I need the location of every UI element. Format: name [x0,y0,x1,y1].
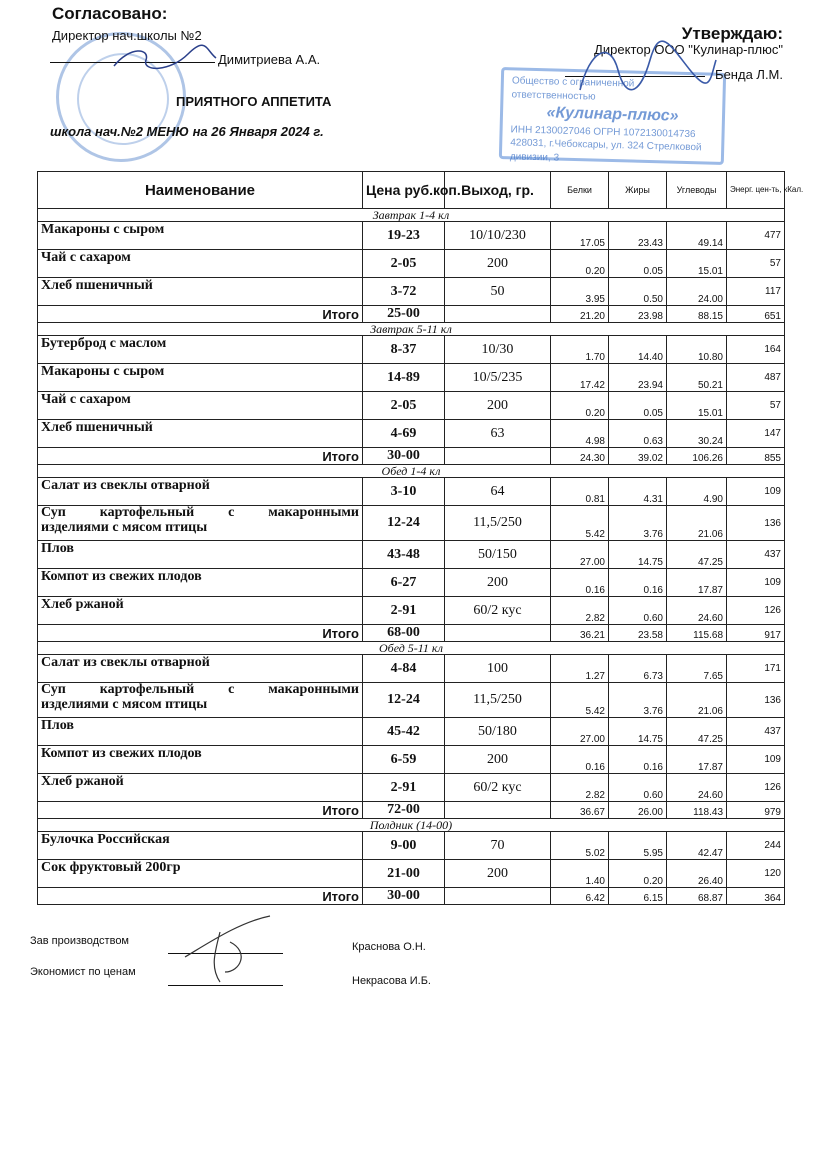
total-price: 25-00 [363,306,445,323]
dish-carbs: 24.00 [667,278,727,306]
dish-fat: 23.43 [609,222,667,250]
dish-name: Плов [38,541,363,569]
total-label: Итого [38,888,363,905]
dish-protein: 0.16 [551,746,609,774]
dish-fat: 0.16 [609,746,667,774]
stamp-line-4: 428031, г.Чебоксары, ул. 324 Стрелковой дивизии, 3 [509,137,702,164]
dish-fat: 14.40 [609,336,667,364]
total-row [38,802,785,819]
table-row [38,250,785,278]
dish-protein: 1.27 [551,655,609,683]
dish-output: 60/2 кус [445,774,551,802]
total-price: 68-00 [363,625,445,642]
economist-name: Некрасова И.Б. [352,975,431,987]
dish-fat: 23.94 [609,364,667,392]
table-row [38,392,785,420]
dish-name: Макароны с сыром [38,222,363,250]
dish-protein: 17.05 [551,222,609,250]
total-carbs: 106.26 [667,448,727,465]
stamp-line-3: ИНН 2130027046 ОГРН 1072130014736 [510,123,696,140]
confirm-name: Бенда Л.М. [715,67,783,82]
dish-fat: 0.60 [609,597,667,625]
dish-protein: 0.20 [551,250,609,278]
dish-energy: 244 [727,832,785,860]
dish-fat: 3.76 [609,506,667,541]
dish-output: 10/5/235 [445,364,551,392]
dish-output: 10/10/230 [445,222,551,250]
dish-protein: 5.42 [551,683,609,718]
dish-fat: 6.73 [609,655,667,683]
dish-energy: 437 [727,541,785,569]
total-fat: 39.02 [609,448,667,465]
dish-name: Хлеб ржаной [38,774,363,802]
dish-energy: 57 [727,392,785,420]
dish-carbs: 47.25 [667,718,727,746]
total-output-empty [445,306,551,323]
menu-table [37,171,804,905]
section-row [38,209,785,222]
section-title: Обед 5-11 кл [38,642,785,655]
dish-fat: 0.50 [609,278,667,306]
dish-protein: 2.82 [551,774,609,802]
section-title: Завтрак 5-11 кл [38,323,785,336]
dish-output: 50 [445,278,551,306]
total-output-empty [445,888,551,905]
table-row [38,655,785,683]
total-fat: 23.58 [609,625,667,642]
dish-output: 200 [445,250,551,278]
dish-protein: 0.81 [551,478,609,506]
total-label: Итого [38,448,363,465]
dish-price: 12-24 [363,683,445,718]
section-title: Обед 1-4 кл [38,465,785,478]
dish-carbs: 26.40 [667,860,727,888]
dish-name [38,506,363,541]
dish-price: 4-69 [363,420,445,448]
table-row [38,718,785,746]
dish-fat: 14.75 [609,541,667,569]
dish-protein: 5.42 [551,506,609,541]
table-row [38,746,785,774]
dish-carbs: 17.87 [667,746,727,774]
total-protein: 6.42 [551,888,609,905]
dish-carbs: 42.47 [667,832,727,860]
production-label: Зав производством [30,935,129,947]
dish-carbs: 21.06 [667,506,727,541]
dish-protein: 17.42 [551,364,609,392]
dish-carbs: 30.24 [667,420,727,448]
total-row [38,306,785,323]
col-header-protein: Белки [551,172,609,209]
confirm-signature [570,40,720,100]
dish-price: 14-89 [363,364,445,392]
total-energy: 855 [727,448,785,465]
dish-name: Компот из свежих плодов [38,746,363,774]
dish-protein: 5.02 [551,832,609,860]
dish-protein: 0.20 [551,392,609,420]
dish-name-line-2: изделиями с мясом птицы [41,519,208,535]
table-row [38,832,785,860]
dish-energy: 126 [727,597,785,625]
col-header-fat: Жиры [609,172,667,209]
dish-price: 21-00 [363,860,445,888]
dish-name: Хлеб пшеничный [38,278,363,306]
dish-output: 200 [445,860,551,888]
approved-position: Директор нач.школы №2 [52,28,202,43]
total-label: Итого [38,802,363,819]
col-header-name: Наименование [38,172,363,209]
dish-protein: 0.16 [551,569,609,597]
dish-price: 9-00 [363,832,445,860]
col-header-output: Выход, гр. [445,172,551,209]
dish-carbs: 21.06 [667,683,727,718]
table-row [38,478,785,506]
table-row [38,336,785,364]
table-row [38,278,785,306]
dish-energy: 136 [727,683,785,718]
stamp-company-name: «Кулинар-плюс» [546,104,679,125]
dish-fat: 0.20 [609,860,667,888]
table-row [38,506,785,541]
total-label: Итого [38,306,363,323]
dish-fat: 0.16 [609,569,667,597]
dish-name: Булочка Российская [38,832,363,860]
total-row [38,625,785,642]
dish-protein: 1.70 [551,336,609,364]
dish-price: 4-84 [363,655,445,683]
dish-protein: 27.00 [551,541,609,569]
dish-output: 200 [445,569,551,597]
dish-carbs: 50.21 [667,364,727,392]
dish-output: 200 [445,392,551,420]
dish-energy: 120 [727,860,785,888]
dish-carbs: 7.65 [667,655,727,683]
production-name: Краснова О.Н. [352,941,426,953]
dish-output: 63 [445,420,551,448]
economist-label: Экономист по ценам [30,966,136,978]
confirm-position: Директор ООО "Кулинар-плюс" [594,42,783,57]
dish-output: 200 [445,746,551,774]
total-energy: 651 [727,306,785,323]
section-title: Полдник (14-00) [38,819,785,832]
total-fat: 6.15 [609,888,667,905]
dish-output: 60/2 кус [445,597,551,625]
total-energy: 364 [727,888,785,905]
dish-name-line-1: Суп картофельный с макаронными [41,505,359,520]
section-title: Завтрак 1-4 кл [38,209,785,222]
dish-carbs: 4.90 [667,478,727,506]
dish-fat: 3.76 [609,683,667,718]
dish-carbs: 17.87 [667,569,727,597]
table-header-row [38,172,785,209]
approved-title: Согласовано: [52,4,168,23]
dish-output: 100 [445,655,551,683]
dish-output: 70 [445,832,551,860]
menu-body [38,209,785,905]
dish-fat: 14.75 [609,718,667,746]
dish-carbs: 24.60 [667,774,727,802]
dish-name: Чай с сахаром [38,392,363,420]
dish-energy: 126 [727,774,785,802]
dish-protein: 2.82 [551,597,609,625]
col-header-energy: Энерг. цен-ть, кКал. [727,172,785,209]
total-row [38,888,785,905]
dish-price: 8-37 [363,336,445,364]
dish-name: Чай с сахаром [38,250,363,278]
total-energy: 979 [727,802,785,819]
dish-energy: 147 [727,420,785,448]
dish-energy: 437 [727,718,785,746]
total-carbs: 115.68 [667,625,727,642]
total-protein: 36.67 [551,802,609,819]
table-row [38,222,785,250]
dish-energy: 109 [727,746,785,774]
dish-price: 6-59 [363,746,445,774]
table-row [38,860,785,888]
dish-output: 11,5/250 [445,683,551,718]
total-price: 72-00 [363,802,445,819]
dish-energy: 109 [727,478,785,506]
total-price: 30-00 [363,888,445,905]
table-row [38,683,785,718]
dish-carbs: 15.01 [667,250,727,278]
total-protein: 24.30 [551,448,609,465]
section-row [38,819,785,832]
dish-price: 3-72 [363,278,445,306]
dish-name: Компот из свежих плодов [38,569,363,597]
dish-name: Бутерброд с маслом [38,336,363,364]
dish-energy: 477 [727,222,785,250]
dish-name: Сок фруктовый 200гр [38,860,363,888]
dish-energy: 171 [727,655,785,683]
section-row [38,323,785,336]
dish-name: Макароны с сыром [38,364,363,392]
approved-name: Димитриева А.А. [218,52,321,67]
section-row [38,465,785,478]
total-row [38,448,785,465]
dish-protein: 4.98 [551,420,609,448]
total-output-empty [445,625,551,642]
dish-price: 3-10 [363,478,445,506]
dish-name: Хлеб ржаной [38,597,363,625]
dish-energy: 487 [727,364,785,392]
dish-protein: 3.95 [551,278,609,306]
page-title: ПРИЯТНОГО АППЕТИТА [176,94,332,109]
dish-output: 64 [445,478,551,506]
approved-signature [110,44,220,74]
dish-carbs: 10.80 [667,336,727,364]
total-price: 30-00 [363,448,445,465]
stamp-line-1: Общество с ограниченной ответственностью [511,75,635,103]
dish-energy: 164 [727,336,785,364]
dish-price: 2-05 [363,250,445,278]
dish-price: 2-05 [363,392,445,420]
dish-price: 12-24 [363,506,445,541]
total-carbs: 118.43 [667,802,727,819]
total-carbs: 88.15 [667,306,727,323]
dish-price: 43-48 [363,541,445,569]
section-row [38,642,785,655]
total-energy: 917 [727,625,785,642]
dish-carbs: 47.25 [667,541,727,569]
dish-name: Хлеб пшеничный [38,420,363,448]
dish-name-line-1: Суп картофельный с макаронными [41,682,359,697]
page-subtitle: школа нач.№2 МЕНЮ на 26 Января 2024 г. [50,124,324,139]
table-row [38,774,785,802]
dish-fat: 0.05 [609,392,667,420]
dish-energy: 109 [727,569,785,597]
dish-name-line-2: изделиями с мясом птицы [41,696,208,712]
table-row [38,420,785,448]
dish-energy: 57 [727,250,785,278]
total-output-empty [445,448,551,465]
dish-output: 11,5/250 [445,506,551,541]
dish-price: 19-23 [363,222,445,250]
total-protein: 21.20 [551,306,609,323]
dish-carbs: 24.60 [667,597,727,625]
dish-carbs: 49.14 [667,222,727,250]
dish-carbs: 15.01 [667,392,727,420]
dish-energy: 136 [727,506,785,541]
total-fat: 23.98 [609,306,667,323]
table-row [38,569,785,597]
dish-name: Плов [38,718,363,746]
total-label: Итого [38,625,363,642]
dish-price: 6-27 [363,569,445,597]
dish-protein: 27.00 [551,718,609,746]
total-protein: 36.21 [551,625,609,642]
dish-fat: 4.31 [609,478,667,506]
dish-price: 45-42 [363,718,445,746]
dish-fat: 0.05 [609,250,667,278]
dish-name: Салат из свеклы отварной [38,655,363,683]
col-header-price: Цена руб.коп. [363,172,445,209]
economist-signature-line [168,985,283,986]
dish-fat: 0.63 [609,420,667,448]
dish-output: 50/180 [445,718,551,746]
dish-name: Салат из свеклы отварной [38,478,363,506]
dish-protein: 1.40 [551,860,609,888]
table-row [38,597,785,625]
table-row [38,364,785,392]
confirm-title: Утверждаю: [681,24,783,43]
col-header-carbs: Углеводы [667,172,727,209]
total-carbs: 68.87 [667,888,727,905]
dish-output: 10/30 [445,336,551,364]
dish-output: 50/150 [445,541,551,569]
dish-fat: 5.95 [609,832,667,860]
total-output-empty [445,802,551,819]
total-fat: 26.00 [609,802,667,819]
table-row [38,541,785,569]
dish-fat: 0.60 [609,774,667,802]
dish-price: 2-91 [363,597,445,625]
dish-name [38,683,363,718]
dish-price: 2-91 [363,774,445,802]
production-signature [180,912,280,987]
dish-energy: 117 [727,278,785,306]
